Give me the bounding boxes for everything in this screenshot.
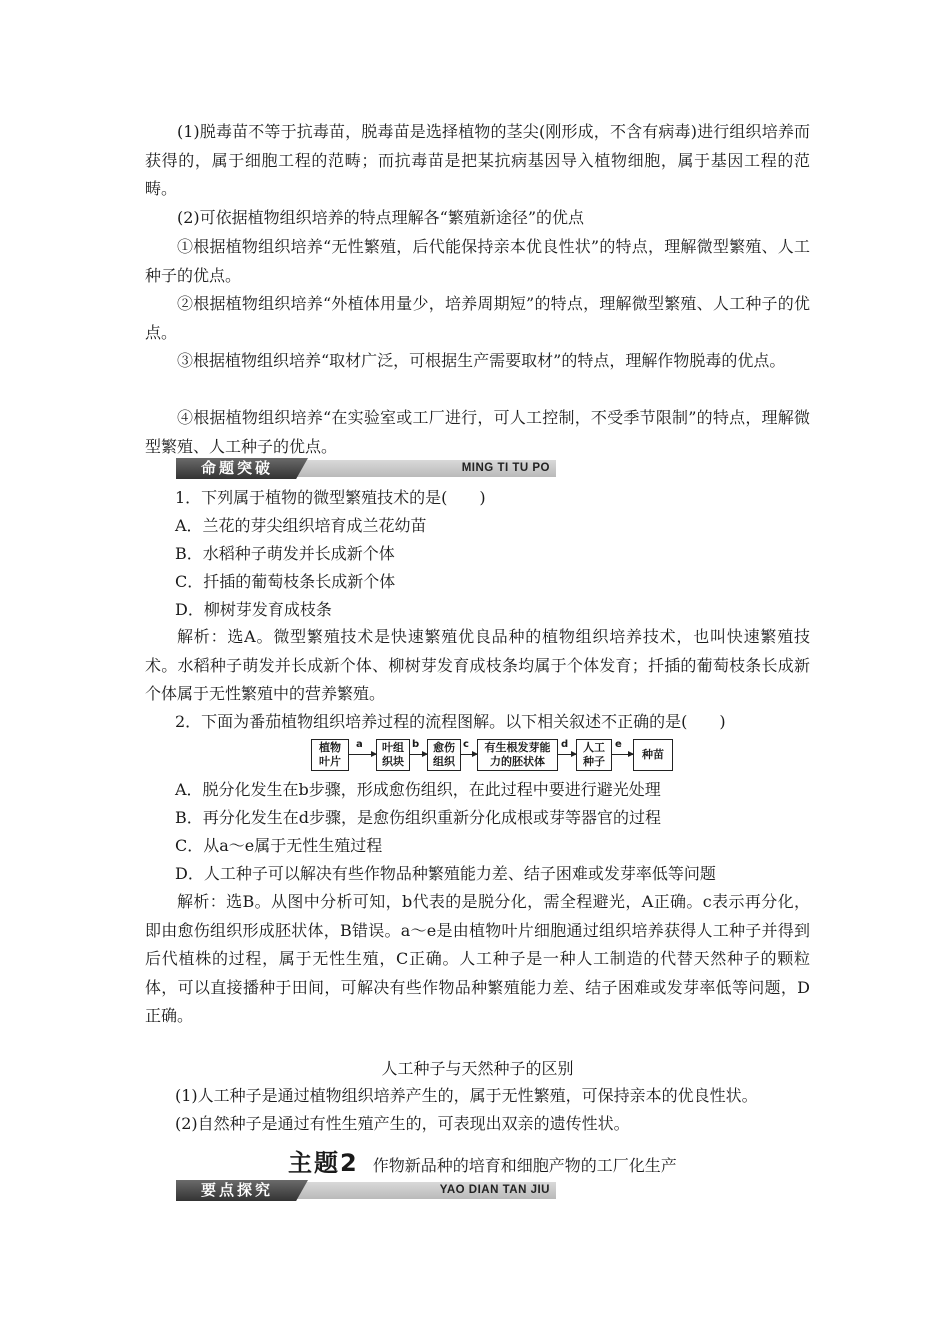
note-paragraph-3: ①根据植物组织培养“无性繁殖，后代能保持亲本优良性状”的特点，理解微型繁殖、人工种子的优点。 bbox=[145, 237, 810, 285]
tip-line-1: (1)人工种子是通过植物组织培养产生的，属于无性繁殖，可保持亲本的优良性状。 bbox=[175, 1086, 758, 1105]
tip-title: 人工种子与天然种子的区别 bbox=[381, 1059, 574, 1078]
question-1-option-c: C．扦插的葡萄枝条长成新个体 bbox=[175, 572, 396, 591]
question-1-option-d: D．柳树芽发育成枝条 bbox=[175, 600, 332, 619]
flow-box-leaf: 植物叶片 bbox=[311, 739, 349, 771]
section-banner-mingti bbox=[176, 458, 556, 479]
flow-arrow-e bbox=[612, 754, 633, 755]
question-2-stem: 2．下面为番茄植物组织培养过程的流程图解。以下相关叙述不正确的是( ) bbox=[175, 712, 726, 731]
question-1-option-b: B．水稻种子萌发并长成新个体 bbox=[175, 544, 395, 563]
flow-arrow-c bbox=[461, 754, 477, 755]
topic-title: 作物新品种的培育和细胞产物的工厂化生产 bbox=[372, 1156, 677, 1175]
flow-box-callus: 愈伤组织 bbox=[427, 739, 461, 771]
flow-arrow-label-a: a bbox=[356, 739, 363, 750]
flow-arrow-label-c: c bbox=[463, 739, 469, 750]
flow-arrow-d bbox=[558, 754, 576, 755]
banner-label: 要点探究 bbox=[200, 1181, 273, 1199]
banner-label: 命题突破 bbox=[200, 459, 273, 477]
question-2-option-d: D．人工种子可以解决有些作物品种繁殖能力差、结子困难或发芽率低等问题 bbox=[175, 864, 716, 883]
tip-line-2: (2)自然种子是通过有性生殖产生的，可表现出双亲的遗传性状。 bbox=[175, 1114, 630, 1133]
flow-box-artificial-seed: 人工种子 bbox=[576, 739, 612, 771]
note-paragraph-2: (2)可依据植物组织培养的特点理解各“繁殖新途径”的优点 bbox=[177, 208, 585, 227]
question-1-option-a: A．兰花的芽尖组织培育成兰花幼苗 bbox=[175, 516, 427, 535]
question-2-analysis: 解析：选B。从图中分析可知，b代表的是脱分化，需全程避光，A正确。c表示再分化，即由愈伤组织形成胚状体，B错误。a～e是由植物叶片细胞通过组织培养获得人工种子并得到后代植株的过程，属于无性生殖，C正确。人工种子是一种人工制造的代替天然种子的颗粒体，可以直接播种于田间，可解决有些作物品种繁殖能力差、结子困难或发芽率低等问题，D正确。 bbox=[145, 892, 810, 1025]
flow-box-seedling: 种苗 bbox=[633, 739, 673, 771]
flow-arrow-a bbox=[349, 754, 376, 755]
banner-en-label: YAO DIAN TAN JIU bbox=[439, 1184, 550, 1196]
banner-en-label: MING TI TU PO bbox=[461, 462, 550, 474]
tissue-culture-flowchart bbox=[311, 737, 691, 773]
flow-box-embryoid: 有生根发芽能力的胚状体 bbox=[477, 739, 558, 771]
flow-arrow-b bbox=[410, 754, 427, 755]
question-2-option-a: A．脱分化发生在b步骤，形成愈伤组织，在此过程中要进行避光处理 bbox=[175, 780, 661, 799]
note-paragraph-4: ②根据植物组织培养“外植体用量少，培养周期短”的特点，理解微型繁殖、人工种子的优点。 bbox=[145, 294, 810, 342]
section-banner-yaodian bbox=[176, 1180, 556, 1201]
note-paragraph-6: ④根据植物组织培养“在实验室或工厂进行，可人工控制，不受季节限制”的特点，理解微型繁殖、人工种子的优点。 bbox=[145, 408, 810, 456]
flow-box-tissue-block: 叶组织块 bbox=[376, 739, 410, 771]
note-paragraph-1: (1)脱毒苗不等于抗毒苗，脱毒苗是选择植物的茎尖(刚形成，不含有病毒)进行组织培养而获得的，属于细胞工程的范畴；而抗毒苗是把某抗病基因导入植物细胞，属于基因工程的范畴。 bbox=[145, 122, 810, 198]
question-2-option-c: C．从a～e属于无性生殖过程 bbox=[175, 836, 383, 855]
flow-arrow-label-d: d bbox=[561, 739, 569, 750]
question-1-stem: 1．下列属于植物的微型繁殖技术的是( ) bbox=[175, 488, 486, 507]
note-paragraph-5: ③根据植物组织培养“取材广泛，可根据生产需要取材”的特点，理解作物脱毒的优点。 bbox=[177, 351, 786, 370]
flow-arrow-label-e: e bbox=[615, 739, 622, 750]
topic-label: 主题2 bbox=[288, 1149, 359, 1177]
question-1-analysis: 解析：选A。微型繁殖技术是快速繁殖优良品种的植物组织培养技术，也叫快速繁殖技术。水稻种子萌发并长成新个体、柳树芽发育成枝条均属于个体发育；扦插的葡萄枝条长成新个体属于无性繁殖中的营养繁殖。 bbox=[145, 627, 810, 703]
question-2-option-b: B．再分化发生在d步骤，是愈伤组织重新分化成根或芽等器官的过程 bbox=[175, 808, 662, 827]
flow-arrow-label-b: b bbox=[412, 739, 420, 750]
topic-heading bbox=[288, 1143, 677, 1177]
